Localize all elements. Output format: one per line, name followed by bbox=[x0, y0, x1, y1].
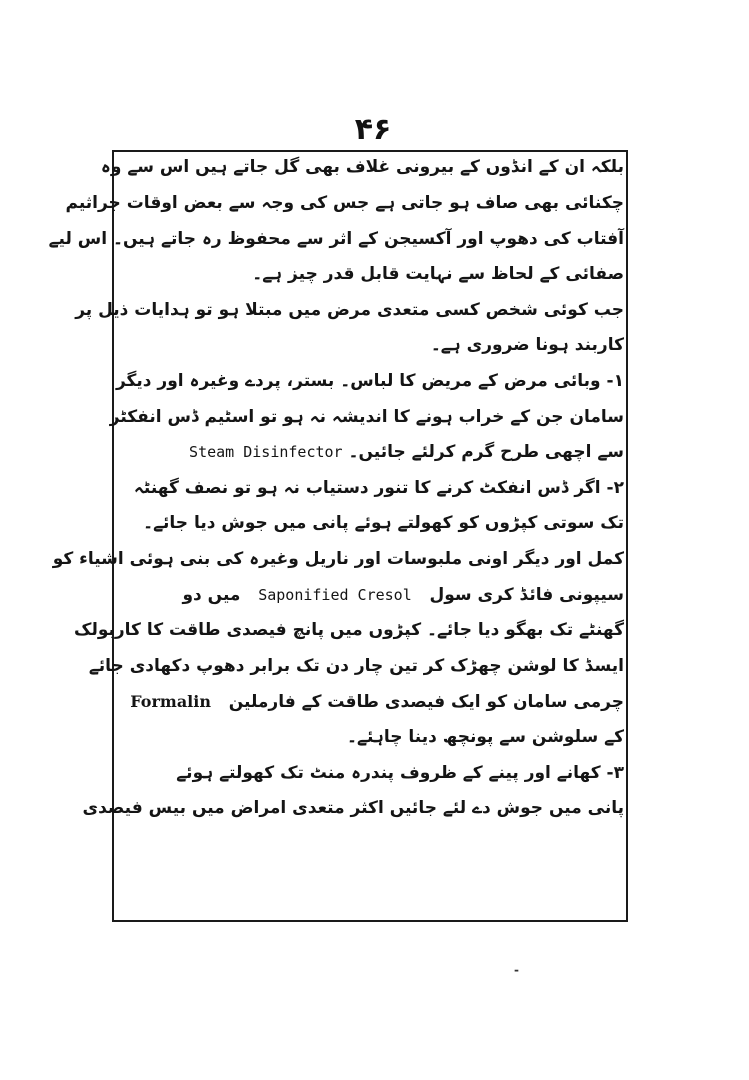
latin-term: Formalin bbox=[130, 692, 211, 712]
text-line: صفائی کے لحاظ سے نہایت قابل قدر چیز ہے۔ bbox=[252, 264, 624, 285]
text-line: آفتاب کی دھوپ اور آکسیجن کے اثر سے محفوظ رہ جاتے ہیں۔ اس لیے bbox=[48, 228, 624, 249]
text-line: گھنٹے تک بھگو دیا جائے۔ کپڑوں میں پانچ فیصدی طاقت کا کاربولک bbox=[74, 620, 624, 641]
text-line: ۱- وبائی مرض کے مریض کا لباس۔ بستر، پردے وغیرہ اور دیگر bbox=[115, 370, 624, 391]
text-line: ۳- کھانے اور پینے کے ظروف پندرہ منٹ تک کھولتے ہوئے bbox=[176, 762, 624, 783]
text-line: ۲- اگر ڈس انفکٹ کرنے کا تنور دستیاب نہ ہو تو نصف گھنٹہ bbox=[133, 477, 624, 498]
text-body bbox=[48, 148, 624, 827]
text-line: سیپونی فائڈ کری سول Saponified Cresol میں دو bbox=[182, 584, 624, 605]
text-line: چکنائی بھی صاف ہو جاتی ہے جس کی وجہ سے بعض اوقات جراثیم bbox=[65, 193, 624, 213]
text-line: کے سلوشن سے پونچھ دینا چاہئے۔ bbox=[347, 726, 624, 747]
text-line: پانی میں جوش دے لئے جائیں اکثر متعدی امراض میں بیس فیصدی bbox=[82, 798, 624, 819]
text-line: کاربند ہونا ضروری ہے۔ bbox=[430, 335, 624, 356]
text-line: سے اچھی طرح گرم کرلئے جائیں۔ Steam Disinfector bbox=[189, 442, 624, 463]
latin-term: Saponified Cresol bbox=[258, 585, 412, 604]
text-line: تک سوتی کپڑوں کو کھولتے ہوئے پانی میں جوش دیا جائے۔ bbox=[143, 513, 624, 534]
text-line: چرمی سامان کو ایک فیصدی طاقت کے فارملین Formalin bbox=[130, 692, 624, 713]
text-line: کمل اور دیگر اونی ملبوسات اور ناریل وغیرہ کی بنی ہوئی اشیاء کو bbox=[52, 548, 624, 569]
footer-mark: - bbox=[514, 963, 519, 977]
page-number: ۴۶ bbox=[354, 112, 392, 147]
latin-term: Steam Disinfector bbox=[189, 443, 343, 462]
text-line: ایسڈ کا لوشن چھڑک کر تین چار دن تک برابر دھوپ دکھادی جائے bbox=[88, 655, 624, 676]
text-line: بلکہ ان کے انڈوں کے بیرونی غلاف بھی گل جاتے ہیں اس سے وہ bbox=[100, 157, 624, 177]
text-line: جب کوئی شخص کسی متعدی مرض میں مبتلا ہو تو ہدایات ذیل پر bbox=[75, 299, 624, 320]
text-line: سامان جن کے خراب ہونے کا اندیشہ نہ ہو تو اسٹیم ڈس انفکٹر bbox=[109, 406, 624, 427]
